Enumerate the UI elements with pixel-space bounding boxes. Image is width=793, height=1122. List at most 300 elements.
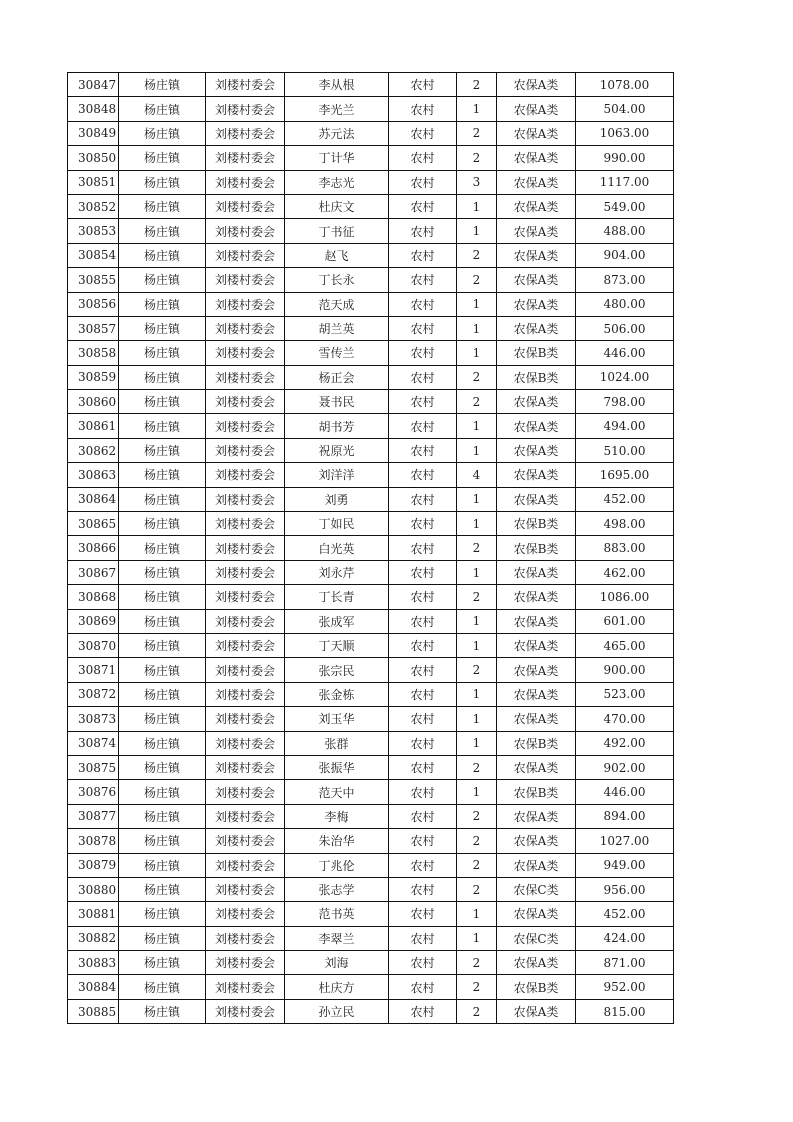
record-id-cell: 30858 xyxy=(68,341,119,365)
area-type-cell: 农村 xyxy=(389,658,457,682)
amount-cell: 1027.00 xyxy=(576,829,674,853)
village-committee-cell: 刘楼村委会 xyxy=(206,414,285,438)
record-id-cell: 30884 xyxy=(68,975,119,999)
table-row xyxy=(68,926,674,950)
insurance-category-cell: 农保A类 xyxy=(497,438,576,462)
village-committee-cell: 刘楼村委会 xyxy=(206,487,285,511)
table-row xyxy=(68,658,674,682)
household-size-cell: 1 xyxy=(457,682,497,706)
household-size-cell: 2 xyxy=(457,585,497,609)
table-row xyxy=(68,902,674,926)
area-type-cell: 农村 xyxy=(389,292,457,316)
insurance-category-cell: 农保A类 xyxy=(497,609,576,633)
insurance-category-cell: 农保A类 xyxy=(497,707,576,731)
person-name-cell: 丁长青 xyxy=(285,585,389,609)
village-committee-cell: 刘楼村委会 xyxy=(206,243,285,267)
town-cell: 杨庄镇 xyxy=(119,877,206,901)
area-type-cell: 农村 xyxy=(389,560,457,584)
person-name-cell: 李梅 xyxy=(285,804,389,828)
record-id-cell: 30865 xyxy=(68,512,119,536)
record-id-cell: 30882 xyxy=(68,926,119,950)
amount-cell: 498.00 xyxy=(576,512,674,536)
record-id-cell: 30864 xyxy=(68,487,119,511)
town-cell: 杨庄镇 xyxy=(119,316,206,340)
person-name-cell: 范天中 xyxy=(285,780,389,804)
amount-cell: 452.00 xyxy=(576,902,674,926)
town-cell: 杨庄镇 xyxy=(119,853,206,877)
household-size-cell: 1 xyxy=(457,633,497,657)
table-row xyxy=(68,463,674,487)
person-name-cell: 范书英 xyxy=(285,902,389,926)
insurance-category-cell: 农保A类 xyxy=(497,97,576,121)
household-size-cell: 2 xyxy=(457,658,497,682)
record-id-cell: 30872 xyxy=(68,682,119,706)
village-committee-cell: 刘楼村委会 xyxy=(206,755,285,779)
record-id-cell: 30877 xyxy=(68,804,119,828)
town-cell: 杨庄镇 xyxy=(119,707,206,731)
area-type-cell: 农村 xyxy=(389,463,457,487)
household-size-cell: 1 xyxy=(457,609,497,633)
household-size-cell: 2 xyxy=(457,877,497,901)
household-size-cell: 2 xyxy=(457,121,497,145)
area-type-cell: 农村 xyxy=(389,853,457,877)
amount-cell: 549.00 xyxy=(576,194,674,218)
record-id-cell: 30851 xyxy=(68,170,119,194)
household-size-cell: 1 xyxy=(457,219,497,243)
village-committee-cell: 刘楼村委会 xyxy=(206,121,285,145)
amount-cell: 956.00 xyxy=(576,877,674,901)
amount-cell: 894.00 xyxy=(576,804,674,828)
record-id-cell: 30866 xyxy=(68,536,119,560)
amount-cell: 494.00 xyxy=(576,414,674,438)
record-id-cell: 30860 xyxy=(68,390,119,414)
household-size-cell: 1 xyxy=(457,731,497,755)
town-cell: 杨庄镇 xyxy=(119,121,206,145)
amount-cell: 506.00 xyxy=(576,316,674,340)
household-size-cell: 1 xyxy=(457,707,497,731)
insurance-category-cell: 农保A类 xyxy=(497,999,576,1023)
area-type-cell: 农村 xyxy=(389,682,457,706)
town-cell: 杨庄镇 xyxy=(119,341,206,365)
area-type-cell: 农村 xyxy=(389,414,457,438)
amount-cell: 601.00 xyxy=(576,609,674,633)
area-type-cell: 农村 xyxy=(389,804,457,828)
area-type-cell: 农村 xyxy=(389,633,457,657)
village-committee-cell: 刘楼村委会 xyxy=(206,365,285,389)
town-cell: 杨庄镇 xyxy=(119,609,206,633)
household-size-cell: 1 xyxy=(457,341,497,365)
household-size-cell: 1 xyxy=(457,926,497,950)
person-name-cell: 刘勇 xyxy=(285,487,389,511)
person-name-cell: 杨正会 xyxy=(285,365,389,389)
record-id-cell: 30859 xyxy=(68,365,119,389)
household-size-cell: 2 xyxy=(457,390,497,414)
table-row xyxy=(68,951,674,975)
household-size-cell: 2 xyxy=(457,829,497,853)
town-cell: 杨庄镇 xyxy=(119,463,206,487)
area-type-cell: 农村 xyxy=(389,536,457,560)
area-type-cell: 农村 xyxy=(389,999,457,1023)
town-cell: 杨庄镇 xyxy=(119,292,206,316)
town-cell: 杨庄镇 xyxy=(119,512,206,536)
amount-cell: 446.00 xyxy=(576,341,674,365)
town-cell: 杨庄镇 xyxy=(119,682,206,706)
household-size-cell: 2 xyxy=(457,755,497,779)
village-committee-cell: 刘楼村委会 xyxy=(206,463,285,487)
table-row xyxy=(68,707,674,731)
table-row xyxy=(68,853,674,877)
insurance-category-cell: 农保A类 xyxy=(497,829,576,853)
household-size-cell: 2 xyxy=(457,975,497,999)
town-cell: 杨庄镇 xyxy=(119,219,206,243)
insurance-category-cell: 农保A类 xyxy=(497,633,576,657)
town-cell: 杨庄镇 xyxy=(119,902,206,926)
insurance-category-cell: 农保A类 xyxy=(497,902,576,926)
insurance-category-cell: 农保A类 xyxy=(497,755,576,779)
table-row xyxy=(68,414,674,438)
household-size-cell: 2 xyxy=(457,146,497,170)
amount-cell: 873.00 xyxy=(576,268,674,292)
insurance-category-cell: 农保A类 xyxy=(497,268,576,292)
village-committee-cell: 刘楼村委会 xyxy=(206,146,285,170)
household-size-cell: 1 xyxy=(457,780,497,804)
insurance-category-cell: 农保A类 xyxy=(497,170,576,194)
village-committee-cell: 刘楼村委会 xyxy=(206,560,285,584)
table-row xyxy=(68,243,674,267)
record-id-cell: 30876 xyxy=(68,780,119,804)
insurance-category-cell: 农保A类 xyxy=(497,73,576,97)
household-size-cell: 2 xyxy=(457,243,497,267)
household-size-cell: 1 xyxy=(457,414,497,438)
town-cell: 杨庄镇 xyxy=(119,780,206,804)
person-name-cell: 胡兰英 xyxy=(285,316,389,340)
household-size-cell: 1 xyxy=(457,316,497,340)
village-committee-cell: 刘楼村委会 xyxy=(206,633,285,657)
town-cell: 杨庄镇 xyxy=(119,755,206,779)
amount-cell: 452.00 xyxy=(576,487,674,511)
person-name-cell: 白光英 xyxy=(285,536,389,560)
record-id-cell: 30871 xyxy=(68,658,119,682)
village-committee-cell: 刘楼村委会 xyxy=(206,609,285,633)
record-id-cell: 30885 xyxy=(68,999,119,1023)
area-type-cell: 农村 xyxy=(389,194,457,218)
table-row xyxy=(68,121,674,145)
amount-cell: 883.00 xyxy=(576,536,674,560)
insurance-category-cell: 农保A类 xyxy=(497,463,576,487)
area-type-cell: 农村 xyxy=(389,390,457,414)
village-committee-cell: 刘楼村委会 xyxy=(206,926,285,950)
person-name-cell: 孙立民 xyxy=(285,999,389,1023)
person-name-cell: 赵飞 xyxy=(285,243,389,267)
amount-cell: 949.00 xyxy=(576,853,674,877)
amount-cell: 1117.00 xyxy=(576,170,674,194)
person-name-cell: 李光兰 xyxy=(285,97,389,121)
record-id-cell: 30861 xyxy=(68,414,119,438)
insurance-category-cell: 农保B类 xyxy=(497,536,576,560)
table-row xyxy=(68,438,674,462)
person-name-cell: 丁兆伦 xyxy=(285,853,389,877)
table-row xyxy=(68,780,674,804)
person-name-cell: 丁天顺 xyxy=(285,633,389,657)
table-row xyxy=(68,682,674,706)
record-id-cell: 30881 xyxy=(68,902,119,926)
area-type-cell: 农村 xyxy=(389,731,457,755)
amount-cell: 480.00 xyxy=(576,292,674,316)
table-row xyxy=(68,560,674,584)
amount-cell: 1086.00 xyxy=(576,585,674,609)
table-row xyxy=(68,268,674,292)
person-name-cell: 张金栋 xyxy=(285,682,389,706)
amount-cell: 504.00 xyxy=(576,97,674,121)
town-cell: 杨庄镇 xyxy=(119,170,206,194)
person-name-cell: 丁计华 xyxy=(285,146,389,170)
village-committee-cell: 刘楼村委会 xyxy=(206,390,285,414)
area-type-cell: 农村 xyxy=(389,243,457,267)
insurance-category-cell: 农保A类 xyxy=(497,585,576,609)
record-id-cell: 30874 xyxy=(68,731,119,755)
village-committee-cell: 刘楼村委会 xyxy=(206,731,285,755)
village-committee-cell: 刘楼村委会 xyxy=(206,316,285,340)
village-committee-cell: 刘楼村委会 xyxy=(206,194,285,218)
town-cell: 杨庄镇 xyxy=(119,999,206,1023)
amount-cell: 904.00 xyxy=(576,243,674,267)
village-committee-cell: 刘楼村委会 xyxy=(206,438,285,462)
town-cell: 杨庄镇 xyxy=(119,438,206,462)
village-committee-cell: 刘楼村委会 xyxy=(206,999,285,1023)
household-size-cell: 2 xyxy=(457,536,497,560)
household-size-cell: 2 xyxy=(457,804,497,828)
table-row xyxy=(68,829,674,853)
town-cell: 杨庄镇 xyxy=(119,268,206,292)
table-row xyxy=(68,97,674,121)
table-row xyxy=(68,73,674,97)
person-name-cell: 张振华 xyxy=(285,755,389,779)
table-row xyxy=(68,804,674,828)
village-committee-cell: 刘楼村委会 xyxy=(206,658,285,682)
insurance-category-cell: 农保B类 xyxy=(497,512,576,536)
table-row xyxy=(68,536,674,560)
area-type-cell: 农村 xyxy=(389,951,457,975)
village-committee-cell: 刘楼村委会 xyxy=(206,829,285,853)
amount-cell: 798.00 xyxy=(576,390,674,414)
table-row xyxy=(68,292,674,316)
person-name-cell: 杜庆文 xyxy=(285,194,389,218)
village-committee-cell: 刘楼村委会 xyxy=(206,73,285,97)
town-cell: 杨庄镇 xyxy=(119,951,206,975)
village-committee-cell: 刘楼村委会 xyxy=(206,341,285,365)
table-row xyxy=(68,146,674,170)
area-type-cell: 农村 xyxy=(389,877,457,901)
area-type-cell: 农村 xyxy=(389,707,457,731)
table-row xyxy=(68,390,674,414)
insurance-category-cell: 农保B类 xyxy=(497,975,576,999)
record-id-cell: 30848 xyxy=(68,97,119,121)
town-cell: 杨庄镇 xyxy=(119,926,206,950)
insurance-category-cell: 农保A类 xyxy=(497,560,576,584)
person-name-cell: 苏元法 xyxy=(285,121,389,145)
person-name-cell: 张成军 xyxy=(285,609,389,633)
amount-cell: 446.00 xyxy=(576,780,674,804)
person-name-cell: 祝原光 xyxy=(285,438,389,462)
amount-cell: 902.00 xyxy=(576,755,674,779)
household-size-cell: 2 xyxy=(457,951,497,975)
record-id-cell: 30854 xyxy=(68,243,119,267)
amount-cell: 523.00 xyxy=(576,682,674,706)
household-size-cell: 2 xyxy=(457,853,497,877)
record-id-cell: 30878 xyxy=(68,829,119,853)
village-committee-cell: 刘楼村委会 xyxy=(206,97,285,121)
amount-cell: 1063.00 xyxy=(576,121,674,145)
insurance-category-cell: 农保B类 xyxy=(497,731,576,755)
amount-cell: 1078.00 xyxy=(576,73,674,97)
town-cell: 杨庄镇 xyxy=(119,73,206,97)
village-committee-cell: 刘楼村委会 xyxy=(206,707,285,731)
town-cell: 杨庄镇 xyxy=(119,365,206,389)
table-row xyxy=(68,170,674,194)
insurance-category-cell: 农保C类 xyxy=(497,877,576,901)
record-id-cell: 30870 xyxy=(68,633,119,657)
household-size-cell: 1 xyxy=(457,512,497,536)
amount-cell: 470.00 xyxy=(576,707,674,731)
household-size-cell: 1 xyxy=(457,902,497,926)
area-type-cell: 农村 xyxy=(389,902,457,926)
insurance-category-cell: 农保A类 xyxy=(497,951,576,975)
area-type-cell: 农村 xyxy=(389,585,457,609)
amount-cell: 488.00 xyxy=(576,219,674,243)
table-row xyxy=(68,219,674,243)
town-cell: 杨庄镇 xyxy=(119,487,206,511)
village-committee-cell: 刘楼村委会 xyxy=(206,975,285,999)
insurance-category-cell: 农保A类 xyxy=(497,219,576,243)
village-committee-cell: 刘楼村委会 xyxy=(206,268,285,292)
record-id-cell: 30862 xyxy=(68,438,119,462)
amount-cell: 424.00 xyxy=(576,926,674,950)
household-size-cell: 1 xyxy=(457,438,497,462)
table-row xyxy=(68,365,674,389)
record-id-cell: 30883 xyxy=(68,951,119,975)
town-cell: 杨庄镇 xyxy=(119,731,206,755)
village-committee-cell: 刘楼村委会 xyxy=(206,682,285,706)
town-cell: 杨庄镇 xyxy=(119,585,206,609)
person-name-cell: 杜庆方 xyxy=(285,975,389,999)
insurance-category-cell: 农保A类 xyxy=(497,390,576,414)
amount-cell: 871.00 xyxy=(576,951,674,975)
amount-cell: 1695.00 xyxy=(576,463,674,487)
insurance-category-cell: 农保A类 xyxy=(497,316,576,340)
table-row xyxy=(68,877,674,901)
village-committee-cell: 刘楼村委会 xyxy=(206,804,285,828)
table-row xyxy=(68,755,674,779)
person-name-cell: 范天成 xyxy=(285,292,389,316)
area-type-cell: 农村 xyxy=(389,121,457,145)
area-type-cell: 农村 xyxy=(389,146,457,170)
area-type-cell: 农村 xyxy=(389,170,457,194)
person-name-cell: 刘永芹 xyxy=(285,560,389,584)
town-cell: 杨庄镇 xyxy=(119,560,206,584)
insurance-category-cell: 农保A类 xyxy=(497,243,576,267)
insurance-category-cell: 农保B类 xyxy=(497,780,576,804)
town-cell: 杨庄镇 xyxy=(119,390,206,414)
amount-cell: 990.00 xyxy=(576,146,674,170)
person-name-cell: 丁如民 xyxy=(285,512,389,536)
village-committee-cell: 刘楼村委会 xyxy=(206,585,285,609)
table-row xyxy=(68,341,674,365)
table-row xyxy=(68,731,674,755)
household-size-cell: 2 xyxy=(457,365,497,389)
amount-cell: 465.00 xyxy=(576,633,674,657)
person-name-cell: 丁书征 xyxy=(285,219,389,243)
area-type-cell: 农村 xyxy=(389,316,457,340)
record-id-cell: 30847 xyxy=(68,73,119,97)
town-cell: 杨庄镇 xyxy=(119,243,206,267)
record-id-cell: 30868 xyxy=(68,585,119,609)
person-name-cell: 刘玉华 xyxy=(285,707,389,731)
amount-cell: 492.00 xyxy=(576,731,674,755)
table-row xyxy=(68,999,674,1023)
village-committee-cell: 刘楼村委会 xyxy=(206,877,285,901)
records-table xyxy=(67,72,674,1024)
village-committee-cell: 刘楼村委会 xyxy=(206,780,285,804)
household-size-cell: 1 xyxy=(457,194,497,218)
record-id-cell: 30850 xyxy=(68,146,119,170)
insurance-category-cell: 农保A类 xyxy=(497,121,576,145)
amount-cell: 815.00 xyxy=(576,999,674,1023)
insurance-category-cell: 农保A类 xyxy=(497,804,576,828)
town-cell: 杨庄镇 xyxy=(119,804,206,828)
area-type-cell: 农村 xyxy=(389,365,457,389)
village-committee-cell: 刘楼村委会 xyxy=(206,853,285,877)
record-id-cell: 30856 xyxy=(68,292,119,316)
record-id-cell: 30852 xyxy=(68,194,119,218)
town-cell: 杨庄镇 xyxy=(119,975,206,999)
record-id-cell: 30853 xyxy=(68,219,119,243)
area-type-cell: 农村 xyxy=(389,829,457,853)
village-committee-cell: 刘楼村委会 xyxy=(206,902,285,926)
person-name-cell: 刘洋洋 xyxy=(285,463,389,487)
person-name-cell: 张志学 xyxy=(285,877,389,901)
record-id-cell: 30867 xyxy=(68,560,119,584)
area-type-cell: 农村 xyxy=(389,609,457,633)
person-name-cell: 雪传兰 xyxy=(285,341,389,365)
person-name-cell: 张宗民 xyxy=(285,658,389,682)
household-size-cell: 4 xyxy=(457,463,497,487)
household-size-cell: 2 xyxy=(457,73,497,97)
area-type-cell: 农村 xyxy=(389,926,457,950)
table-row xyxy=(68,512,674,536)
village-committee-cell: 刘楼村委会 xyxy=(206,170,285,194)
town-cell: 杨庄镇 xyxy=(119,633,206,657)
person-name-cell: 李从根 xyxy=(285,73,389,97)
insurance-category-cell: 农保A类 xyxy=(497,292,576,316)
record-id-cell: 30873 xyxy=(68,707,119,731)
record-id-cell: 30863 xyxy=(68,463,119,487)
person-name-cell: 刘海 xyxy=(285,951,389,975)
amount-cell: 900.00 xyxy=(576,658,674,682)
amount-cell: 462.00 xyxy=(576,560,674,584)
insurance-category-cell: 农保B类 xyxy=(497,365,576,389)
person-name-cell: 李翠兰 xyxy=(285,926,389,950)
insurance-category-cell: 农保C类 xyxy=(497,926,576,950)
person-name-cell: 聂书民 xyxy=(285,390,389,414)
insurance-category-cell: 农保A类 xyxy=(497,487,576,511)
insurance-category-cell: 农保A类 xyxy=(497,853,576,877)
town-cell: 杨庄镇 xyxy=(119,146,206,170)
household-size-cell: 2 xyxy=(457,268,497,292)
amount-cell: 510.00 xyxy=(576,438,674,462)
household-size-cell: 2 xyxy=(457,999,497,1023)
village-committee-cell: 刘楼村委会 xyxy=(206,951,285,975)
town-cell: 杨庄镇 xyxy=(119,536,206,560)
